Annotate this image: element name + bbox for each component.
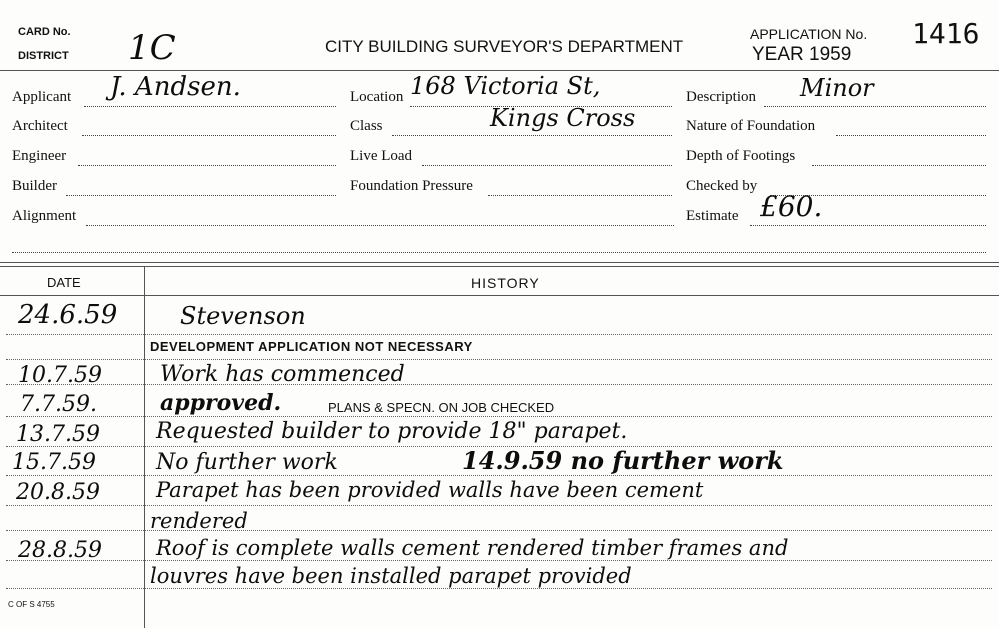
date-column-rule: [144, 266, 145, 628]
description-line: [764, 106, 986, 107]
district-label: DISTRICT: [18, 50, 69, 62]
history-stamp: DEVELOPMENT APPLICATION NOT NECESSARY: [150, 339, 473, 354]
foundation-pressure-label: Foundation Pressure: [350, 178, 473, 194]
estimate-line: [750, 225, 986, 226]
class-line: [392, 135, 672, 136]
application-number: 1416: [912, 17, 980, 50]
architect-label: Architect: [12, 118, 68, 134]
estimate-label: Estimate: [686, 208, 739, 224]
class-label: Class: [350, 118, 383, 134]
history-top-rule-1: [0, 262, 999, 263]
history-text: No further work: [156, 450, 338, 475]
builder-line: [66, 195, 336, 196]
depth-footings-label: Depth of Footings: [686, 148, 796, 164]
live-load-label: Live Load: [350, 148, 413, 164]
builder-label: Builder: [12, 178, 57, 194]
history-text: Work has commenced: [160, 362, 405, 387]
engineer-label: Engineer: [12, 148, 67, 164]
date-header: DATE: [47, 275, 81, 290]
history-header-rule: [0, 295, 999, 296]
ruled-line: [6, 588, 992, 589]
checked-by-label: Checked by: [686, 178, 758, 194]
history-date: 10.7.59: [18, 363, 102, 388]
ruled-line: [6, 505, 992, 506]
architect-line: [82, 135, 336, 136]
history-header: HISTORY: [471, 275, 540, 291]
header-rule: [0, 70, 999, 71]
history-text: Parapet has been provided walls have been cement: [156, 478, 704, 502]
ruled-line: [6, 384, 992, 385]
history-date: 13.7.59: [16, 422, 100, 447]
history-text: louvres have been installed parapet provided: [150, 564, 632, 588]
blank-line: [12, 252, 986, 253]
history-date: 20.8.59: [16, 480, 100, 505]
engineer-line: [78, 165, 336, 166]
history-date: 28.8.59: [18, 538, 102, 563]
ruled-line: [6, 560, 992, 561]
live-load-line: [422, 165, 672, 166]
alignment-line: [86, 225, 674, 226]
history-date: 7.7.59.: [20, 392, 97, 417]
nature-foundation-label: Nature of Foundation: [686, 118, 816, 134]
alignment-label: Alignment: [12, 208, 77, 224]
history-date: 24.6.59: [18, 300, 118, 330]
ruled-line: [6, 475, 992, 476]
nature-foundation-line: [836, 135, 986, 136]
form-code: C OF S 4755: [8, 600, 55, 609]
history-text-secondary: 14.9.59 no further work: [462, 446, 784, 475]
history-text: Roof is complete walls cement rendered timber frames and: [156, 536, 789, 560]
history-text: rendered: [150, 509, 248, 533]
history-text: approved.: [160, 390, 282, 416]
estimate-value: £60.: [760, 190, 823, 223]
applicant-label: Applicant: [12, 89, 72, 105]
history-stamp: PLANS & SPECN. ON JOB CHECKED: [328, 400, 555, 415]
card-no-label: CARD No.: [18, 26, 71, 38]
location-label: Location: [350, 89, 404, 105]
department-title: CITY BUILDING SURVEYOR'S DEPARTMENT: [325, 37, 684, 56]
history-text: Stevenson: [180, 302, 306, 330]
description-label: Description: [686, 89, 756, 105]
location-value-2: Kings Cross: [490, 104, 636, 132]
year-label: YEAR 1959: [752, 44, 852, 65]
ruled-line: [6, 334, 992, 335]
application-label: APPLICATION No.: [750, 26, 868, 42]
location-value-1: 168 Victoria St,: [410, 72, 601, 100]
history-text: Requested builder to provide 18" parapet.: [156, 419, 628, 444]
district-value: 1C: [128, 28, 176, 68]
applicant-line: [84, 106, 336, 107]
history-date: 15.7.59: [12, 450, 96, 475]
description-value: Minor: [800, 74, 874, 102]
history-top-rule-2: [0, 266, 999, 267]
depth-footings-line: [812, 165, 986, 166]
ruled-line: [6, 416, 992, 417]
foundation-pressure-line: [488, 195, 672, 196]
applicant-value: J. Andsen.: [110, 72, 241, 102]
ruled-line: [6, 359, 992, 360]
